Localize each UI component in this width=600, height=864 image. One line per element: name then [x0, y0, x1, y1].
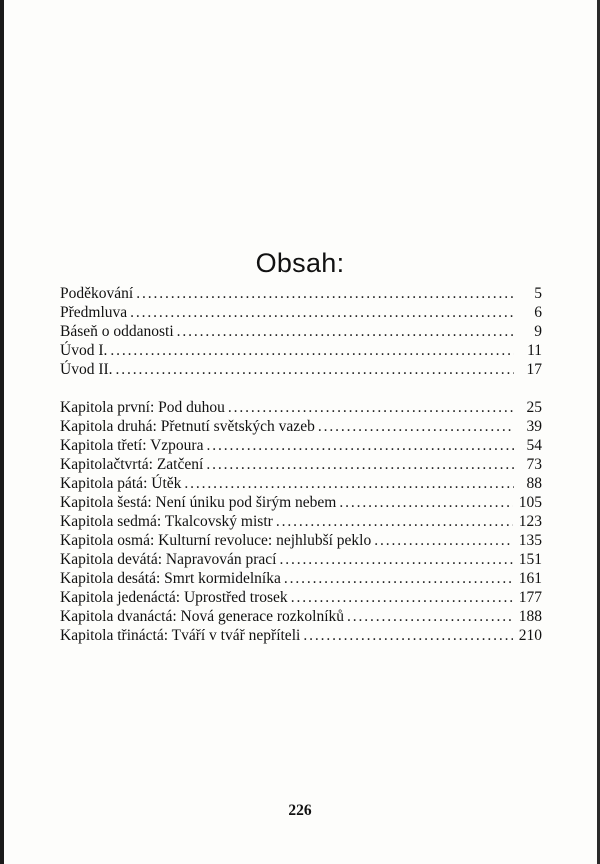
toc-entry-page: 161	[518, 570, 542, 587]
toc-entry-page: 135	[518, 532, 542, 549]
toc-chapters	[60, 398, 542, 645]
toc-entry-page: 9	[534, 323, 542, 340]
toc-entry-page: 5	[534, 285, 542, 302]
dot-leader	[291, 588, 513, 607]
toc-entry	[60, 512, 542, 531]
toc-entry-page: 88	[526, 475, 542, 492]
toc-entry	[60, 607, 542, 626]
dot-leader	[279, 550, 512, 569]
toc-entry-label: Kapitola jedenáctá: Uprostřed trosek	[60, 589, 288, 606]
toc-entry-label: Kapitola dvanáctá: Nová generace rozkolníků	[60, 608, 345, 625]
toc-entry-label: Kapitola sedmá: Tkalcovský mistr	[60, 513, 273, 530]
toc-entry-label: Kapitola třináctá: Tváří v tvář nepříteli	[60, 627, 301, 644]
toc-entry-page: 39	[526, 418, 542, 435]
toc-entry	[60, 436, 542, 455]
toc-entry-page: 6	[534, 304, 542, 321]
toc-entry	[60, 360, 542, 379]
dot-leader	[284, 569, 513, 588]
toc-entry	[60, 284, 542, 303]
toc-entry-label: Kapitola desátá: Smrt kormidelníka	[60, 570, 281, 587]
dot-leader	[276, 512, 513, 531]
dot-leader	[206, 455, 514, 474]
toc-entry-label: Úvod II.	[60, 361, 113, 378]
dot-leader	[130, 303, 514, 322]
toc-entry-label: Poděkování	[60, 285, 134, 302]
toc-entry-label: Kapitola první: Pod duhou	[60, 399, 225, 416]
toc-entry-label: Báseň o oddanosti	[60, 323, 174, 340]
toc-entry-page: 177	[518, 589, 542, 606]
toc-entry-page: 25	[526, 399, 542, 416]
dot-leader	[116, 360, 514, 379]
toc-entry-label: Kapitola druhá: Přetnutí světských vazeb	[60, 418, 315, 435]
toc-entry	[60, 455, 542, 474]
dot-leader	[184, 474, 514, 493]
toc-entry-page: 54	[526, 437, 542, 454]
toc-entry	[60, 550, 542, 569]
toc-entry	[60, 588, 542, 607]
dot-leader	[228, 398, 514, 417]
toc-entry	[60, 303, 542, 322]
toc-entry	[60, 417, 542, 436]
toc-entry-page: 123	[518, 513, 542, 530]
toc-entry	[60, 341, 542, 360]
dot-leader	[303, 626, 512, 645]
page-title: Obsah:	[255, 248, 345, 278]
dot-leader	[347, 607, 513, 626]
toc-entry-page: 73	[526, 456, 542, 473]
dot-leader	[136, 284, 514, 303]
toc-entry-page: 151	[518, 551, 542, 568]
toc-entry-page: 105	[518, 494, 542, 511]
page-number: 226	[288, 802, 312, 819]
dot-leader	[339, 493, 512, 512]
toc-entry-page: 17	[526, 361, 542, 378]
toc-entry-page: 188	[518, 608, 542, 625]
toc-entry-page: 11	[527, 342, 542, 359]
toc-entry-label: Kapitola šestá: Není úniku pod širým nebem	[60, 494, 337, 511]
toc-entry-label: Kapitolačtvrtá: Zatčení	[60, 456, 204, 473]
toc-entry-label: Kapitola třetí: Vzpoura	[60, 437, 204, 454]
dot-leader	[110, 341, 514, 360]
page-edge-left	[0, 0, 4, 864]
dot-leader	[318, 417, 514, 436]
toc-entry	[60, 626, 542, 645]
toc-entry-label: Kapitola pátá: Útěk	[60, 475, 182, 492]
toc-entry	[60, 398, 542, 417]
toc-entry	[60, 322, 542, 341]
toc-entry	[60, 493, 542, 512]
toc-entry	[60, 531, 542, 550]
dot-leader	[177, 322, 514, 341]
toc-entry-label: Předmluva	[60, 304, 128, 321]
dot-leader	[206, 436, 514, 455]
toc-entry-label: Kapitola devátá: Napravován prací	[60, 551, 277, 568]
toc-entry-page: 210	[518, 627, 542, 644]
dot-leader	[374, 531, 513, 550]
toc-front-matter	[60, 284, 542, 379]
toc-entry-label: Kapitola osmá: Kulturní revoluce: nejhlubší peklo	[60, 532, 372, 549]
toc-entry-label: Úvod I.	[60, 342, 108, 359]
toc-entry	[60, 474, 542, 493]
toc-entry	[60, 569, 542, 588]
